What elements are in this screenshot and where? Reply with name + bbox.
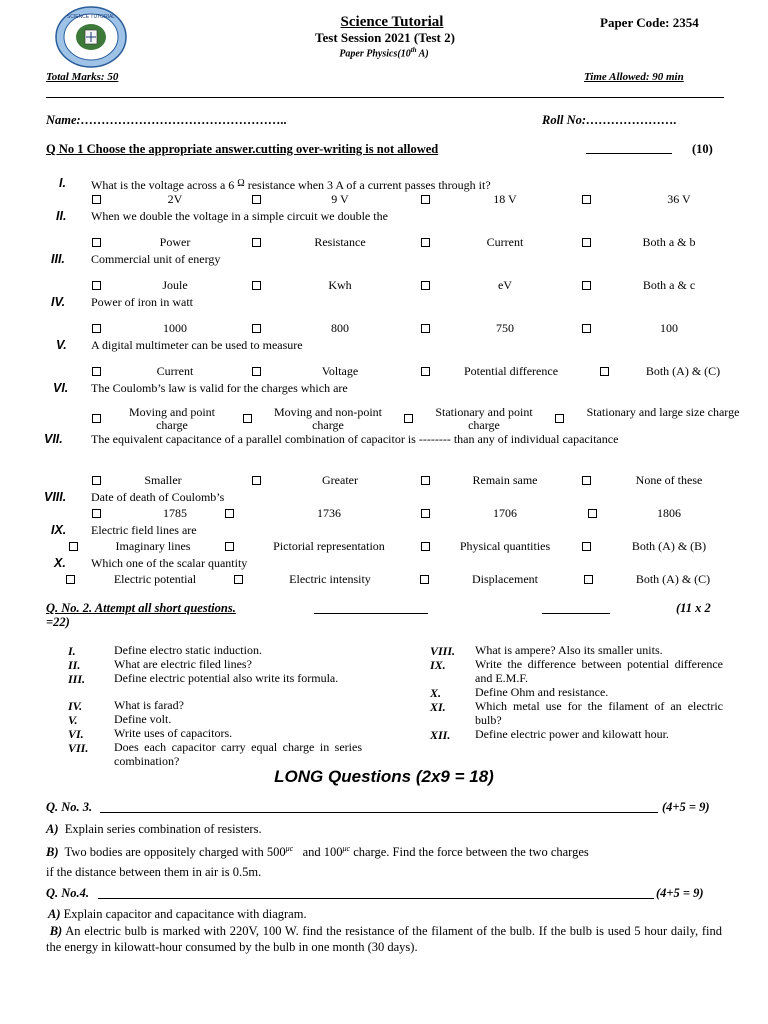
mcq-question: What is the voltage across a 6 $^\Omega$ resistance when 3 A of a current passes through it? <box>91 178 491 192</box>
mcq-question: The equivalent capacitance of a parallel combination of capacitor is -------- than any of individual capacitance <box>91 432 619 446</box>
option-checkbox[interactable] <box>243 414 252 423</box>
option-checkbox[interactable] <box>252 281 261 290</box>
short-q-number: II. <box>68 658 81 672</box>
option-checkbox[interactable] <box>600 367 609 376</box>
q2-marks: (11 x 2 <box>676 601 711 615</box>
session-title: Test Session 2021 (Test 2) <box>315 30 455 45</box>
option-checkbox[interactable] <box>582 324 591 333</box>
option-label: Moving and non-point charge <box>274 405 382 432</box>
name-field: Name:………………………………………….. <box>46 113 287 127</box>
option-label: Physical quantities <box>459 539 551 553</box>
option-label: Electric intensity <box>289 572 371 586</box>
option-checkbox[interactable] <box>92 509 101 518</box>
option-checkbox[interactable] <box>420 575 429 584</box>
option-label: Resistance <box>314 235 366 249</box>
option-label: Current <box>486 235 524 249</box>
q2-marks: =22) <box>46 615 70 629</box>
option-label: None of these <box>635 473 703 487</box>
option-label: 1706 <box>493 506 517 520</box>
short-question: Define electro static induction. <box>114 643 262 657</box>
option-checkbox[interactable] <box>421 476 430 485</box>
short-question: What are electric filed lines? <box>114 657 252 671</box>
mcq-question: Date of death of Coulomb’s <box>91 490 225 504</box>
short-q-number: V. <box>68 713 78 727</box>
option-checkbox[interactable] <box>421 509 430 518</box>
option-label: 1806 <box>657 506 681 520</box>
header-divider <box>46 97 724 98</box>
option-label: 1000 <box>163 321 187 335</box>
q3-part-b-cont: if the distance between them in air is 0.5m. <box>46 865 262 879</box>
option-checkbox[interactable] <box>225 542 234 551</box>
option-label: Stationary and point charge <box>435 405 533 432</box>
option-label: 1736 <box>317 506 341 520</box>
q3-part-a: A) Explain series combination of resisters. <box>46 822 262 836</box>
q4-marks: (4+5 = 9) <box>656 886 704 900</box>
option-checkbox[interactable] <box>421 324 430 333</box>
q3-part-b: B) Two bodies are oppositely charged with $500^{\mu c}$ and $100^{\mu c}$ charge. Find the force between the two charges <box>46 844 589 860</box>
option-checkbox[interactable] <box>588 509 597 518</box>
short-q-number: X. <box>430 686 442 700</box>
option-label: Both (A) & (C) <box>645 364 721 378</box>
option-checkbox[interactable] <box>69 542 78 551</box>
q2-heading-underline <box>314 613 428 614</box>
option-checkbox[interactable] <box>421 238 430 247</box>
option-label: Imaginary lines <box>115 539 191 553</box>
institute-name: Science Tutorial <box>340 14 444 30</box>
option-label: Smaller <box>144 473 182 487</box>
short-question: Write the difference between potential difference and E.M.F. <box>475 657 723 685</box>
option-label: 36 V <box>667 192 691 206</box>
q3-heading-underline <box>100 812 658 813</box>
short-question: Does each capacitor carry equal charge in series combination? <box>114 740 362 768</box>
option-label: Stationary and large size charge <box>586 405 740 419</box>
option-checkbox[interactable] <box>584 575 593 584</box>
paper-code: Paper Code: 2354 <box>600 15 699 30</box>
short-q-number: IV. <box>68 699 83 713</box>
mcq-question: When we double the voltage in a simple circuit we double the <box>91 209 388 223</box>
mcq-question: Commercial unit of energy <box>91 252 221 266</box>
option-label: 1785 <box>163 506 187 520</box>
option-label: Moving and point charge <box>129 405 215 432</box>
option-label: 9 V <box>331 192 349 206</box>
q4-part-b: B) An electric bulb is marked with 220V, 100 W. find the resistance of the filament of the bulb. If the bulb is used 5 hour daily, find the energy in kilowatt-hour consumed by the bulb in one month (30 days). <box>46 924 723 954</box>
mcq-question: Power of iron in watt <box>91 295 193 309</box>
mcq-number: II. <box>56 209 67 223</box>
option-label: Joule <box>162 278 188 292</box>
option-checkbox[interactable] <box>421 281 430 290</box>
option-checkbox[interactable] <box>225 509 234 518</box>
q2-heading-underline <box>542 613 610 614</box>
long-questions-title: LONG Questions (2x9 = 18) <box>274 767 494 786</box>
option-label: Pictorial representation <box>273 539 385 553</box>
option-label: Both (A) & (C) <box>635 572 711 586</box>
short-question: Define electric power and kilowatt hour. <box>475 727 669 741</box>
option-checkbox[interactable] <box>421 367 430 376</box>
option-label: Power <box>159 235 191 249</box>
mcq-number: III. <box>51 252 65 266</box>
option-checkbox[interactable] <box>92 324 101 333</box>
option-label: Voltage <box>321 364 359 378</box>
mcq-question: Which one of the scalar quantity <box>91 556 248 570</box>
option-label: eV <box>498 278 512 292</box>
short-question: Which metal use for the filament of an electric bulb? <box>475 699 723 727</box>
short-q-number: VI. <box>68 727 84 741</box>
q1-heading-underline <box>586 153 672 154</box>
mcq-number: VIII. <box>44 490 67 504</box>
q4-heading: Q. No.4. <box>46 886 90 900</box>
mcq-number: VI. <box>53 381 69 395</box>
option-checkbox[interactable] <box>92 367 101 376</box>
q4-part-a: A) Explain capacitor and capacitance with diagram. <box>48 907 307 921</box>
mcq-number: I. <box>59 176 66 190</box>
q3-marks: (4+5 = 9) <box>662 800 710 814</box>
option-label: Both (A) & (B) <box>631 539 707 553</box>
short-q-number: IX. <box>430 658 446 672</box>
option-label: Electric potential <box>113 572 197 586</box>
time-allowed: Time Allowed: 90 min <box>584 71 684 83</box>
option-label: 2V <box>167 192 183 206</box>
option-checkbox[interactable] <box>582 542 591 551</box>
paper-title: Paper Physics(10th A) <box>339 46 429 60</box>
mcq-question: A digital multimeter can be used to measure <box>91 338 303 352</box>
option-checkbox[interactable] <box>234 575 243 584</box>
svg-text:SCIENCE TUTORIAL: SCIENCE TUTORIAL <box>66 14 116 20</box>
short-question: Define volt. <box>114 712 172 726</box>
option-checkbox[interactable] <box>92 414 101 423</box>
option-label: Remain same <box>472 473 538 487</box>
short-q-number: I. <box>68 644 76 658</box>
option-label: Kwh <box>328 278 352 292</box>
option-checkbox[interactable] <box>92 476 101 485</box>
option-checkbox[interactable] <box>421 542 430 551</box>
short-question: Write uses of capacitors. <box>114 726 233 740</box>
option-checkbox[interactable] <box>252 476 261 485</box>
option-checkbox[interactable] <box>582 238 591 247</box>
option-label: Both a & b <box>642 235 696 249</box>
q1-heading: Q No 1 Choose the appropriate answer.cutting over-writing is not allowed <box>46 142 439 156</box>
short-question: Define electric potential also write its formula. <box>114 671 339 685</box>
q2-heading: Q. No. 2. Attempt all short questions. <box>46 601 236 615</box>
mcq-number: IX. <box>51 523 67 537</box>
q3-heading: Q. No. 3. <box>46 800 93 814</box>
mcq-number: VII. <box>44 432 63 446</box>
mcq-question: Electric field lines are <box>91 523 197 537</box>
mcq-number: IV. <box>51 295 66 309</box>
mcq-question: The Coulomb’s law is valid for the charges which are <box>91 381 348 395</box>
option-label: 100 <box>660 321 678 335</box>
option-label: 800 <box>331 321 349 335</box>
option-label: Both a & c <box>642 278 696 292</box>
short-question: What is farad? <box>114 698 184 712</box>
short-q-number: XI. <box>430 700 446 714</box>
option-checkbox[interactable] <box>582 195 591 204</box>
option-checkbox[interactable] <box>421 195 430 204</box>
option-checkbox[interactable] <box>404 414 413 423</box>
option-checkbox[interactable] <box>582 476 591 485</box>
short-question: What is ampere? Also its smaller units. <box>475 643 663 657</box>
mcq-number: V. <box>56 338 67 352</box>
option-checkbox[interactable] <box>252 238 261 247</box>
option-checkbox[interactable] <box>252 195 261 204</box>
short-q-number: III. <box>68 672 86 686</box>
option-label: Displacement <box>472 572 538 586</box>
option-checkbox[interactable] <box>92 195 101 204</box>
option-label: Greater <box>322 473 358 487</box>
option-checkbox[interactable] <box>555 414 564 423</box>
option-checkbox[interactable] <box>582 281 591 290</box>
short-q-number: XII. <box>430 728 451 742</box>
option-checkbox[interactable] <box>92 281 101 290</box>
mcq-number: X. <box>54 556 66 570</box>
option-label: 18 V <box>493 192 517 206</box>
option-checkbox[interactable] <box>252 324 261 333</box>
q4-heading-underline <box>98 898 654 899</box>
option-checkbox[interactable] <box>66 575 75 584</box>
short-q-number: VIII. <box>430 644 456 658</box>
option-label: Potential difference <box>463 364 559 378</box>
option-checkbox[interactable] <box>252 367 261 376</box>
short-question: Define Ohm and resistance. <box>475 685 609 699</box>
option-checkbox[interactable] <box>92 238 101 247</box>
total-marks: Total Marks: 50 <box>46 71 119 83</box>
option-label: Current <box>156 364 194 378</box>
short-q-number: VII. <box>68 741 89 755</box>
option-label: 750 <box>496 321 514 335</box>
roll-field: Roll No:…………………. <box>542 113 677 127</box>
q1-marks: (10) <box>692 142 713 156</box>
